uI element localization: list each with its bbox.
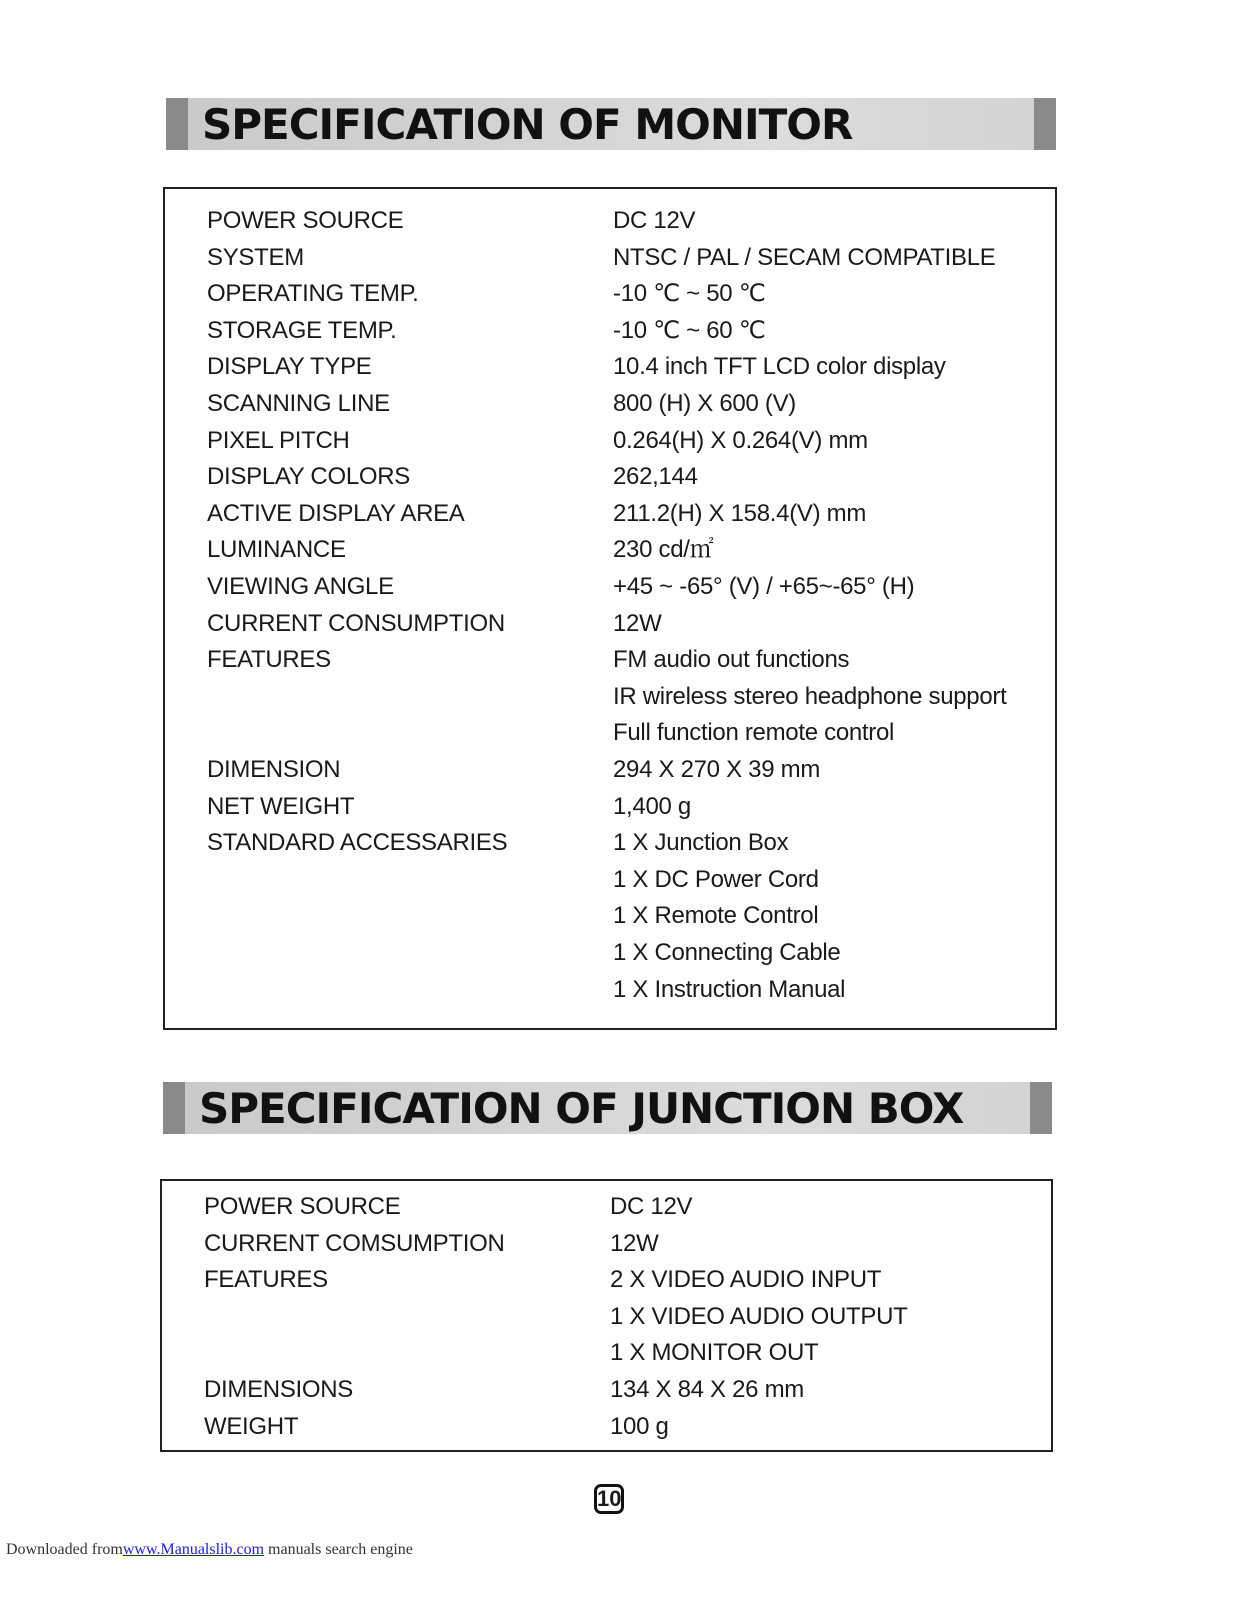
spec-value: 0.264(H) X 0.264(V) mm [613,426,868,454]
spec-row [165,386,1055,422]
spec-label: PIXEL PITCH [207,426,350,454]
manualslib-link[interactable]: www.Manualslib.com [122,1541,265,1558]
spec-row [162,1189,1051,1225]
page-number: 10 [594,1484,624,1514]
spec-row [165,642,1055,678]
spec-value: FM audio out functions [613,646,850,674]
spec-row [165,276,1055,312]
spec-value: 100 g [610,1412,669,1440]
spec-row [165,752,1055,788]
junction-box-heading-title: SPECIFICATION OF JUNCTION BOX [199,1084,964,1133]
spec-label: CURRENT CONSUMPTION [207,609,505,637]
spec-row [165,972,1055,1008]
spec-value: 134 X 84 X 26 mm [610,1376,804,1403]
spec-value: DC 12V [610,1193,693,1220]
spec-label: VIEWING ANGLE [207,573,394,600]
heading-edge-left [166,98,188,150]
heading-edge-left [163,1082,185,1134]
spec-row [165,423,1055,459]
junction-box-spec-table [160,1179,1053,1452]
spec-label: SYSTEM [207,243,304,271]
spec-label: WEIGHT [204,1412,299,1440]
spec-value: 1 X VIDEO AUDIO OUTPUT [610,1302,908,1330]
spec-row [162,1299,1051,1335]
footer-prefix: Downloaded from [6,1541,123,1558]
spec-row [162,1409,1051,1445]
spec-label: DIMENSION [207,756,341,783]
spec-label: SCANNING LINE [207,390,390,417]
junction-box-heading-bar [163,1082,1052,1134]
spec-row [165,240,1055,276]
spec-value: +45 ~ -65° (V) / +65~-65° (H) [613,573,915,600]
spec-value: 1 X DC Power Cord [613,865,819,893]
spec-value: IR wireless stereo headphone support [613,682,1007,710]
spec-value: 1 X MONITOR OUT [610,1339,819,1367]
spec-label: STORAGE TEMP. [207,316,397,344]
spec-value: 1,400 g [613,792,691,820]
spec-label: ACTIVE DISPLAY AREA [207,499,465,527]
monitor-spec-table [163,187,1057,1030]
spec-row [165,532,1055,568]
spec-row [165,313,1055,349]
spec-row [165,935,1055,971]
spec-value: Full function remote control [613,719,895,747]
spec-row [162,1226,1051,1262]
spec-value: 2 X VIDEO AUDIO INPUT [610,1266,882,1294]
spec-label: DIMENSIONS [204,1376,354,1403]
spec-label: DISPLAY COLORS [207,463,410,491]
monitor-heading-bar [166,98,1056,150]
spec-value: 1 X Instruction Manual [613,975,846,1003]
download-footer [6,1541,413,1559]
spec-row [162,1335,1051,1371]
spec-row [165,825,1055,861]
spec-label: STANDARD ACCESSARIES [207,829,508,857]
spec-row [162,1372,1051,1408]
spec-row [162,1262,1051,1298]
spec-label: NET WEIGHT [207,792,355,820]
footer-suffix: manuals search engine [264,1541,413,1558]
spec-row [165,715,1055,751]
spec-row [165,862,1055,898]
spec-label: LUMINANCE [207,536,346,564]
spec-row [165,496,1055,532]
spec-value: -10 ℃ ~ 50 ℃ [613,280,766,308]
spec-label: CURRENT COMSUMPTION [204,1229,505,1257]
spec-row [165,459,1055,495]
spec-value: 12W [610,1229,659,1257]
spec-value: 1 X Remote Control [613,902,819,930]
spec-value: 10.4 inch TFT LCD color display [613,353,946,381]
spec-row [165,606,1055,642]
spec-row [165,898,1055,934]
heading-edge-right [1034,98,1056,150]
spec-label: DISPLAY TYPE [207,353,372,381]
spec-row [165,569,1055,605]
heading-edge-right [1030,1082,1052,1134]
spec-value: 1 X Connecting Cable [613,939,841,966]
spec-label: FEATURES [204,1266,328,1294]
spec-value: NTSC / PAL / SECAM COMPATIBLE [613,243,996,271]
spec-value: 230 cd/㎡ [613,536,714,564]
spec-value: 12W [613,609,662,637]
spec-value: 294 X 270 X 39 mm [613,756,821,783]
spec-value: 800 (H) X 600 (V) [613,390,796,417]
monitor-heading-title: SPECIFICATION OF MONITOR [202,100,853,149]
spec-value: 1 X Junction Box [613,829,789,857]
spec-value: 262,144 [613,463,698,491]
spec-value: -10 ℃ ~ 60 ℃ [613,316,766,344]
spec-row [165,679,1055,715]
spec-label: OPERATING TEMP. [207,280,419,308]
spec-label: POWER SOURCE [204,1193,401,1220]
spec-row [165,349,1055,385]
spec-row [165,789,1055,825]
spec-row [165,203,1055,239]
spec-value: 211.2(H) X 158.4(V) mm [613,499,867,527]
spec-label: POWER SOURCE [207,207,404,234]
spec-label: FEATURES [207,646,331,674]
spec-value: DC 12V [613,207,696,234]
